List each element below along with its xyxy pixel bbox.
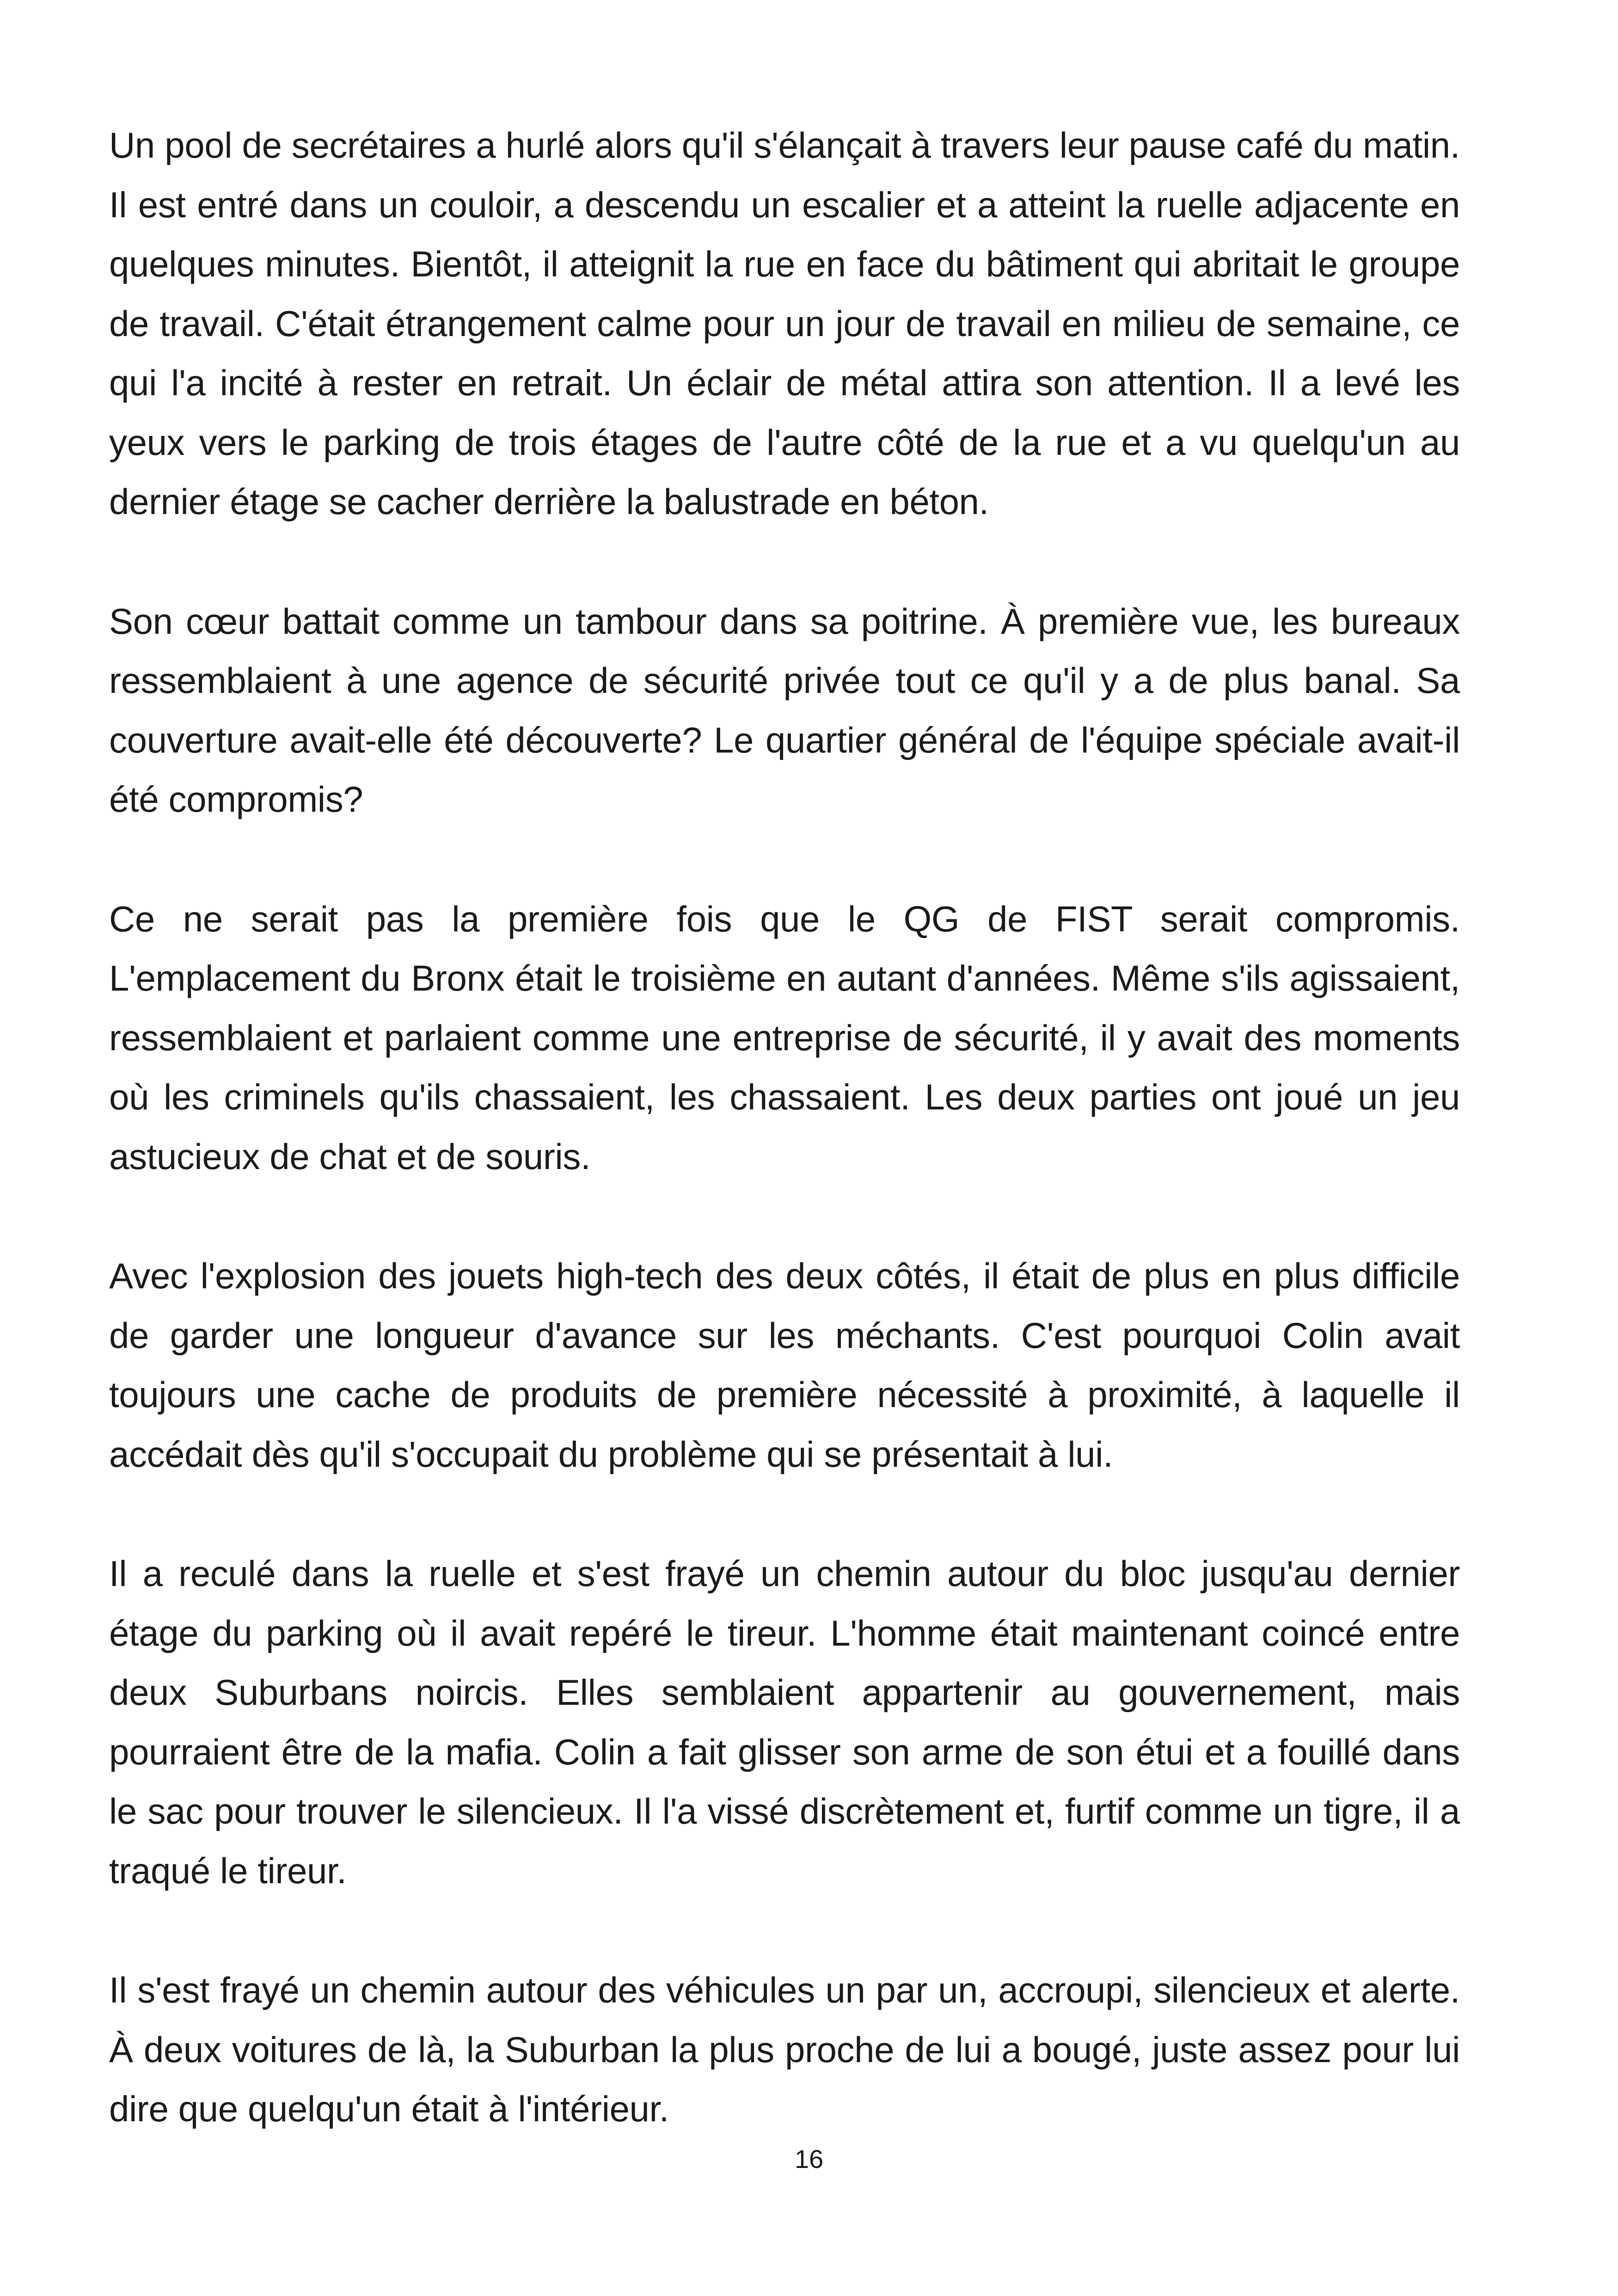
paragraph-4: Avec l'explosion des jouets high-tech des deux côtés, il était de plus en plus difficile de garder une longueur d'avance sur les méchants. C'est pourquoi Colin avait toujours une cache de produits de première nécessité à proximité, à laquelle il accédait dès qu'il s'occupait du problème qui se présentait à lui.	[109, 1255, 1460, 1475]
paragraph-5: Il a reculé dans la ruelle et s'est frayé un chemin autour du bloc jusqu'au dernier étage du parking où il avait repéré le tireur. L'homme était maintenant coincé entre deux Suburbans noircis. Elles semblaient appartenir au gouvernement, mais pourraient être de la mafia. Colin a fait glisser son arme de son étui et a fouillé dans le sac pour trouver le silencieux. Il l'a vissé discrètement et, furtif comme un tigre, il a traqué le tireur.	[109, 1553, 1460, 1891]
paragraph-3: Ce ne serait pas la première fois que le QG de FIST serait compromis. L'emplacement du Bronx était le troisième en autant d'années. Même s'ils agissaient, ressemblaient et parlaient comme une entreprise de sécurité, il y avait des moments où les criminels qu'ils chassaient, les chassaient. Les deux parties ont joué un jeu astucieux de chat et de souris.	[109, 898, 1460, 1177]
paragraph-2: Son cœur battait comme un tambour dans sa poitrine. À première vue, les bureaux ressemblaient à une agence de sécurité privée tout ce qu'il y a de plus banal. Sa couverture avait-elle été découverte? Le quartier général de l'équipe spéciale avait-il été compromis?	[109, 600, 1460, 820]
paragraph-6: Il s'est frayé un chemin autour des véhicules un par un, accroupi, silencieux et alerte. À deux voitures de là, la Suburban la plus proche de lui a bougé, juste assez pour lui dire que quelqu'un était à l'intérieur.	[109, 1970, 1460, 2129]
page-number: 16	[794, 2144, 824, 2174]
paragraph-1: Un pool de secrétaires a hurlé alors qu'il s'élançait à travers leur pause café du matin. Il est entré dans un couloir, a descendu un escalier et a atteint la ruelle adjacente en quelques minutes. Bientôt, il atteignit la rue en face du bâtiment qui abritait le groupe de travail. C'était étrangement calme pour un jour de travail en milieu de semaine, ce qui l'a incité à rester en retrait. Un éclair de métal attira son attention. Il a levé les yeux vers le parking de trois étages de l'autre côté de la rue et a vu quelqu'un au dernier étage se cacher derrière la balustrade en béton.	[109, 125, 1460, 522]
body-text	[109, 116, 1460, 2199]
